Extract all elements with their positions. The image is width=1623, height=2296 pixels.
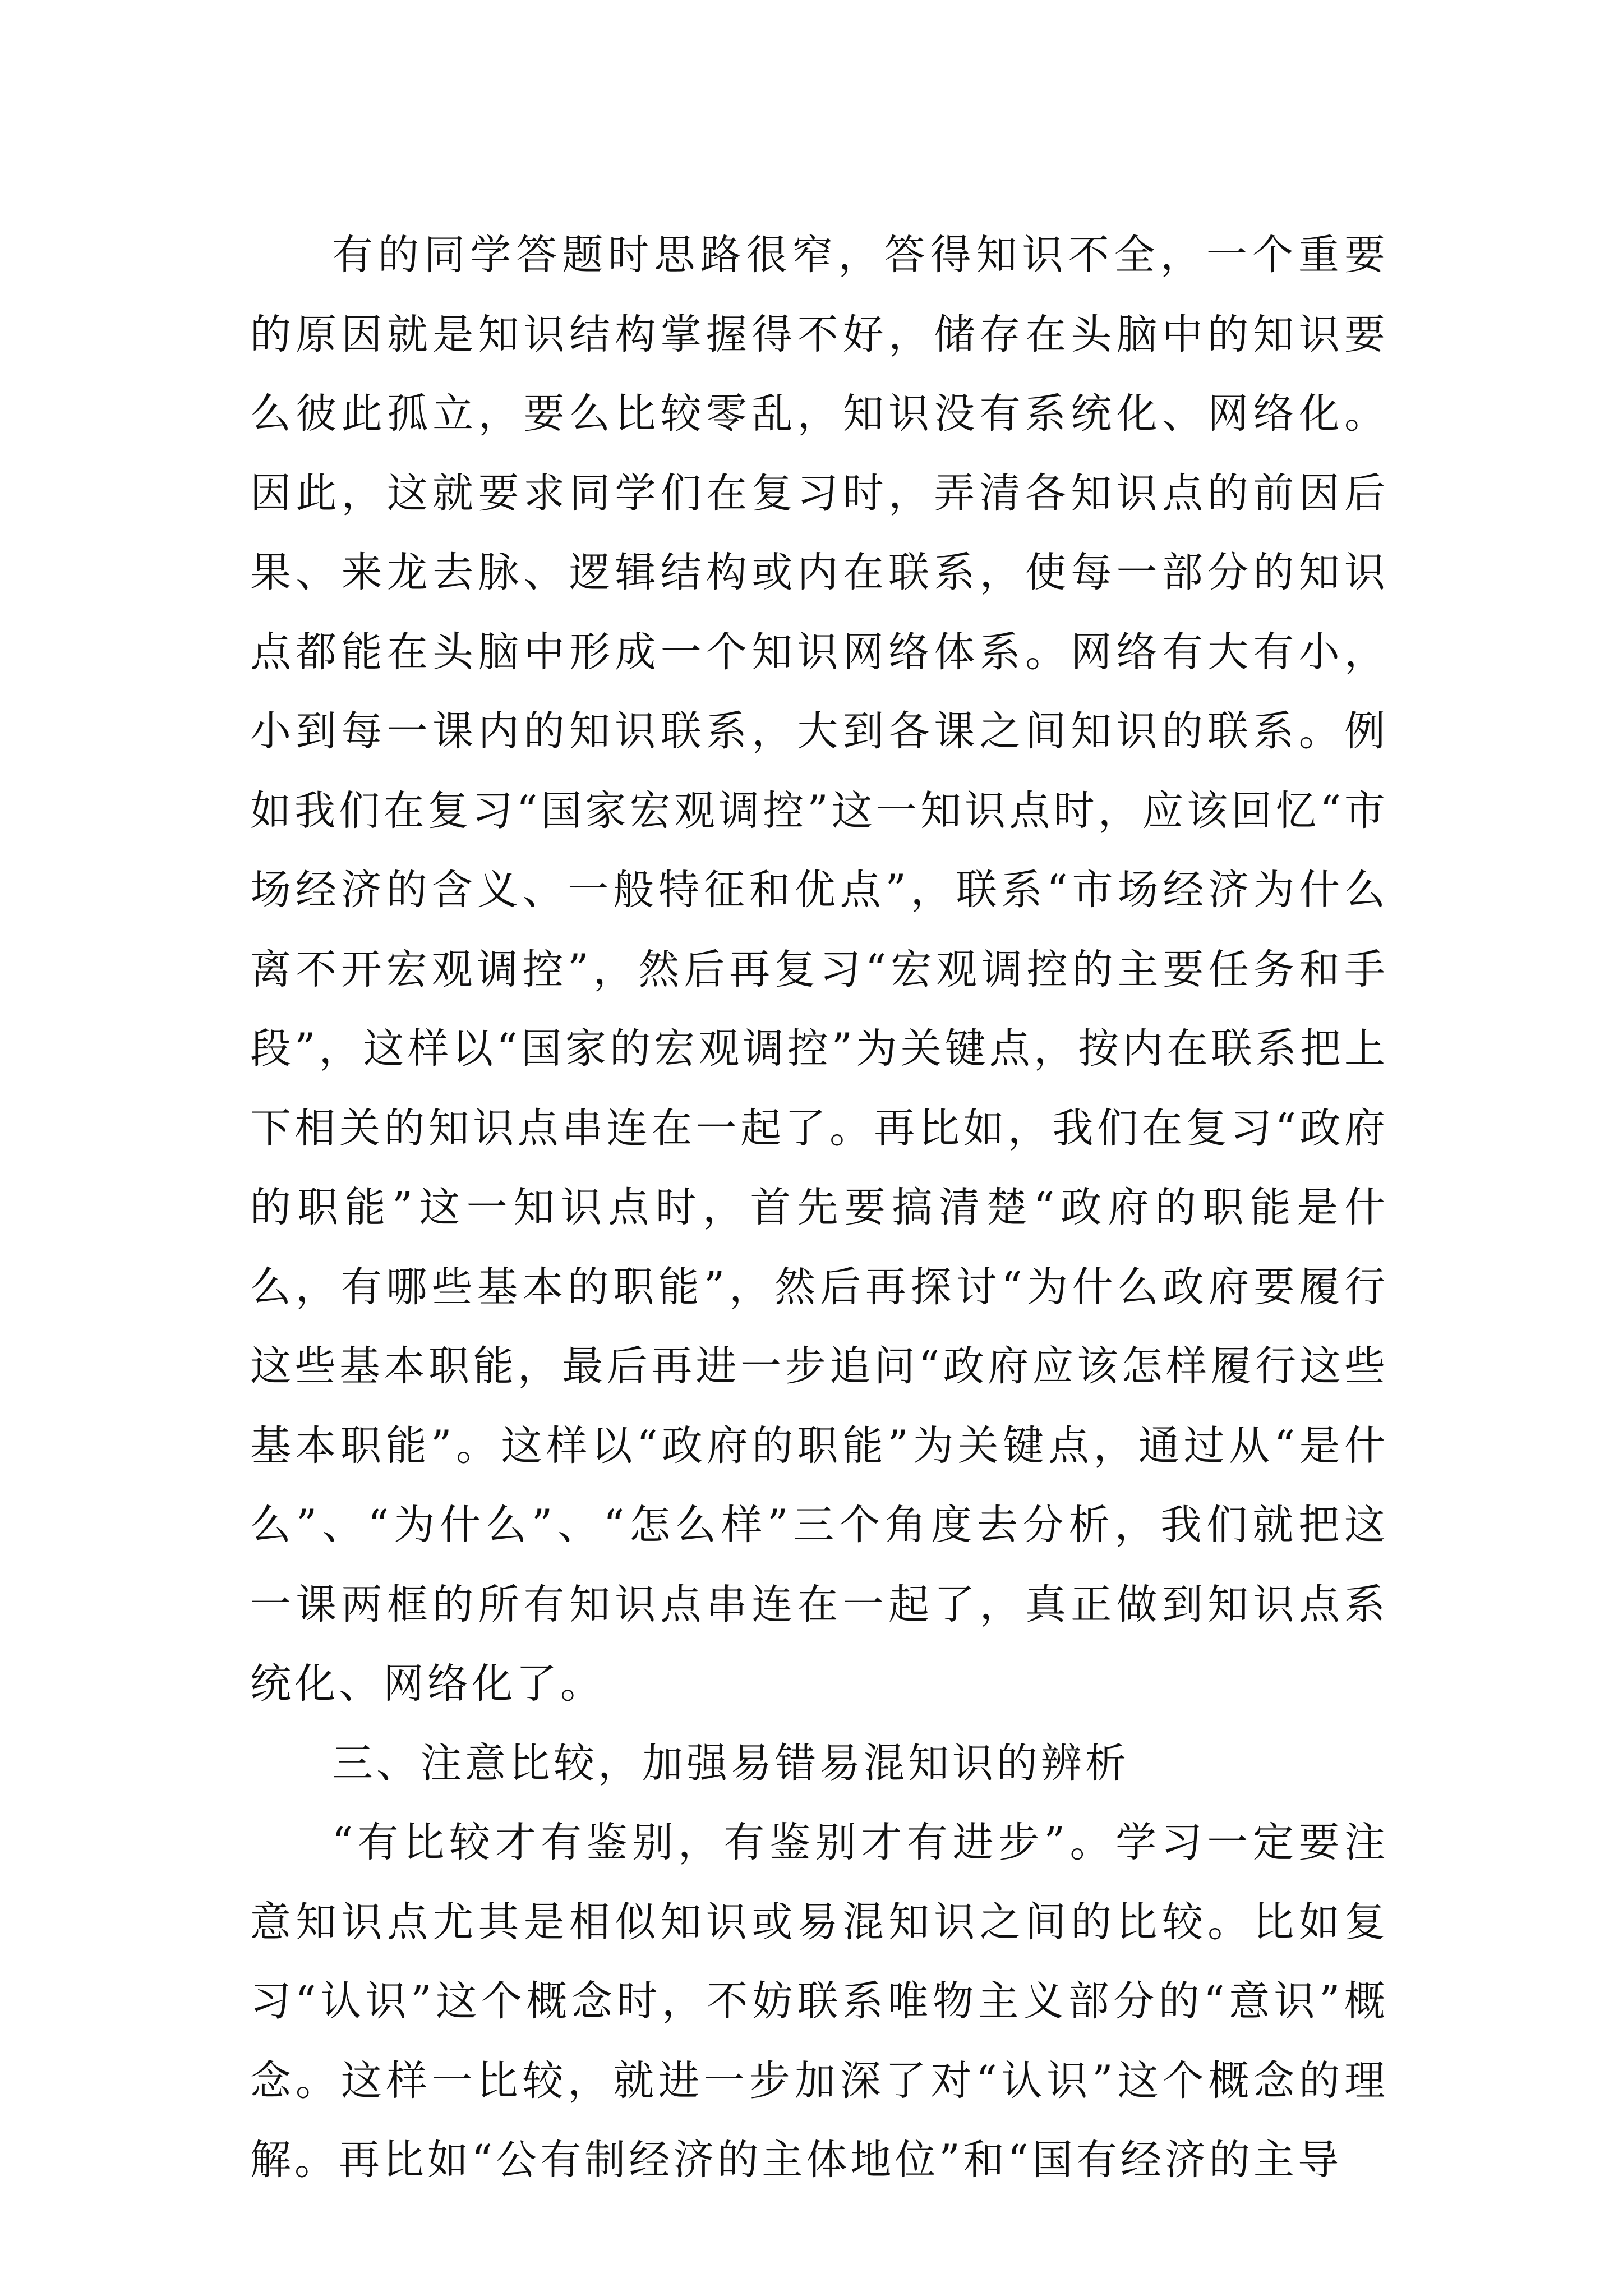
paragraph-comparison: “有比较才有鉴别，有鉴别才有进步”。学习一定要注意知识点尤其是相似知识或易混知识之间的比较。比如复习“认识”这个概念时，不妨联系唯物主义部分的“意识”概念。这样一比较，就进一步加深了对“认识”这个概念的理解。再比如“公有制经济的主体地位”和“国有经济的主导: [250, 1819, 1389, 2184]
section-heading: 三、注意比较，加强易错易混知识的辨析: [332, 1739, 1129, 1787]
paragraph-knowledge-structure: 有的同学答题时思路很窄，答得知识不全，一个重要的原因就是知识结构掌握得不好，储存在头脑中的知识要么彼此孤立，要么比较零乱，知识没有系统化、网络化。因此，这就要求同学们在复习时，弄清各知识点的前因后果、来龙去脉、逻辑结构或内在联系，使每一部分的知识点都能在头脑中形成一个知识网络体系。网络有大有小，小到每一课内的知识联系，大到各课之间知识的联系。例如我们在复习“国家宏观调控”这一知识点时，应该回忆“市场经济的含义、一般特征和优点”，联系“市场经济为什么离不开宏观调控”，然后再复习“宏观调控的主要任务和手段”，这样以“国家的宏观调控”为关键点，按内在联系把上下相关的知识点串连在一起了。再比如，我们在复习“政府的职能”这一知识点时，首先要搞清楚“政府的职能是什么，有哪些基本的职能”，然后再探讨“为什么政府要履行这些基本职能，最后再进一步追问“政府应该怎样履行这些基本职能”。这样以“政府的职能”为关键点，通过从“是什么”、“为什么”、“怎么样”三个角度去分析，我们就把这一课两框的所有知识点串连在一起了，真正做到知识点系统化、网络化了。: [250, 231, 1389, 1708]
document-body: [250, 215, 1389, 2200]
